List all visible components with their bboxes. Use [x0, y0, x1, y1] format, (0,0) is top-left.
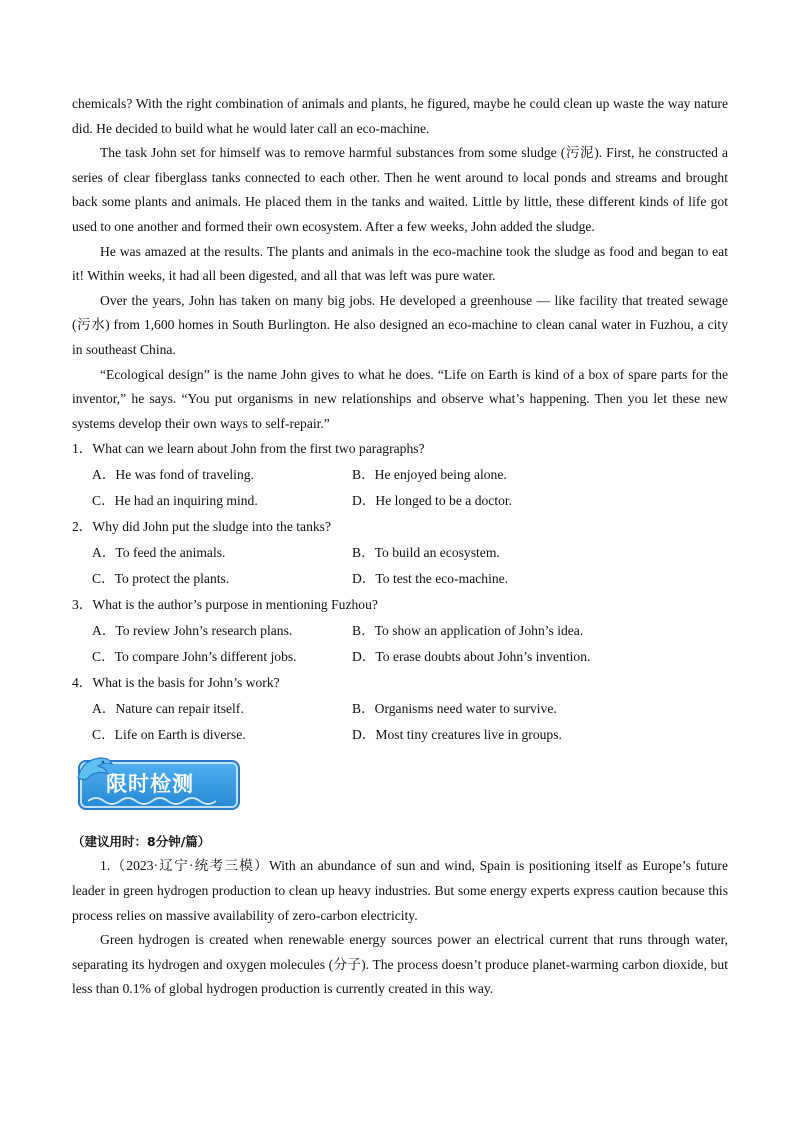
option-d: D．To erase doubts about John’s invention.	[352, 649, 591, 665]
paragraph: Over the years, John has taken on many big jobs. He developed a greenhouse — like facility that treated sewage (污水) from 1,600 homes in South Burlington. He also designed an eco-machine to clean canal water in Fuzhou, a city in southeast China.	[72, 292, 728, 357]
question-stem: 3．What is the author’s purpose in mentioning Fuzhou?	[72, 597, 378, 613]
option-c: C．To compare John’s different jobs.	[92, 649, 297, 665]
paragraph: “Ecological design” is the name John gives to what he does. “Life on Earth is kind of a box of spare parts for the inventor,” he says. “You put organisms in new relationships and observe what’s happening. Then you let these new systems develop their own ways to self-repair.”	[72, 366, 728, 431]
paragraph: The task John set for himself was to remove harmful substances from some sludge (污泥). First, he constructed a series of clear fiberglass tanks connected to each other. Then he went around to local ponds and streams and brought back some plants and animals. He placed them in the tanks and waited. Little by little, these different kinds of life got used to one another and formed their own ecosystem. After a few weeks, John added the sludge.	[72, 145, 728, 234]
question-1	[72, 436, 728, 514]
paragraph: Green hydrogen is created when renewable energy sources power an electrical current that runs through water, separating its hydrogen and oxygen molecules (分子). The process doesn’t produce planet-warming carbon dioxide, but less than 0.1% of global hydrogen production is currently created in this way.	[72, 932, 728, 997]
option-list	[72, 540, 728, 592]
paragraph: chemicals? With the right combination of animals and plants, he figured, maybe he could clean up waste the way nature did. He decided to build what he would later call an eco-machine.	[72, 96, 728, 136]
option-list	[72, 462, 728, 514]
option-c: C．Life on Earth is diverse.	[92, 727, 246, 743]
option-d: D．He longed to be a doctor.	[352, 493, 513, 509]
option-a: A．He was fond of traveling.	[92, 467, 254, 483]
question-stem: 2．Why did John put the sludge into the tanks?	[72, 519, 332, 535]
document-content	[72, 92, 728, 1002]
option-b: B．To build an ecosystem.	[352, 545, 500, 561]
option-list	[72, 696, 728, 748]
option-b: B．Organisms need water to survive.	[352, 701, 557, 717]
option-list	[72, 618, 728, 670]
option-c: C．To protect the plants.	[92, 571, 230, 587]
paragraph: 1.（2023·辽宁·统考三模）With an abundance of sun and wind, Spain is positioning itself as Europe’s future leader in green hydrogen production to clean up heavy industries. But some energy experts express caution because this process relies on massive availability of zero-carbon electricity.	[72, 858, 728, 923]
option-a: A．To feed the animals.	[92, 545, 226, 561]
timed-test-banner	[72, 752, 728, 830]
option-a: A．Nature can repair itself.	[92, 701, 244, 717]
option-c: C．He had an inquiring mind.	[92, 493, 258, 509]
suggested-time-note: （建议用时：8分钟/篇）	[72, 834, 211, 850]
option-d: D．Most tiny creatures live in groups.	[352, 727, 562, 743]
option-b: B．To show an application of John’s idea.	[352, 623, 584, 639]
option-a: A．To review John’s research plans.	[92, 623, 293, 639]
option-b: B．He enjoyed being alone.	[352, 467, 507, 483]
question-2	[72, 514, 728, 592]
question-3	[72, 592, 728, 670]
paragraph: He was amazed at the results. The plants and animals in the eco-machine took the sludge as food and began to eat it! Within weeks, it had all been digested, and all that was left was pure water.	[72, 243, 728, 284]
question-4	[72, 670, 728, 748]
question-stem: 1．What can we learn about John from the first two paragraphs?	[72, 441, 425, 457]
wave-icon	[88, 794, 228, 806]
question-stem: 4．What is the basis for John’s work?	[72, 675, 280, 691]
banner-label: 限时检测	[106, 772, 194, 797]
dolphin-icon	[72, 752, 116, 792]
option-d: D．To test the eco-machine.	[352, 571, 509, 587]
